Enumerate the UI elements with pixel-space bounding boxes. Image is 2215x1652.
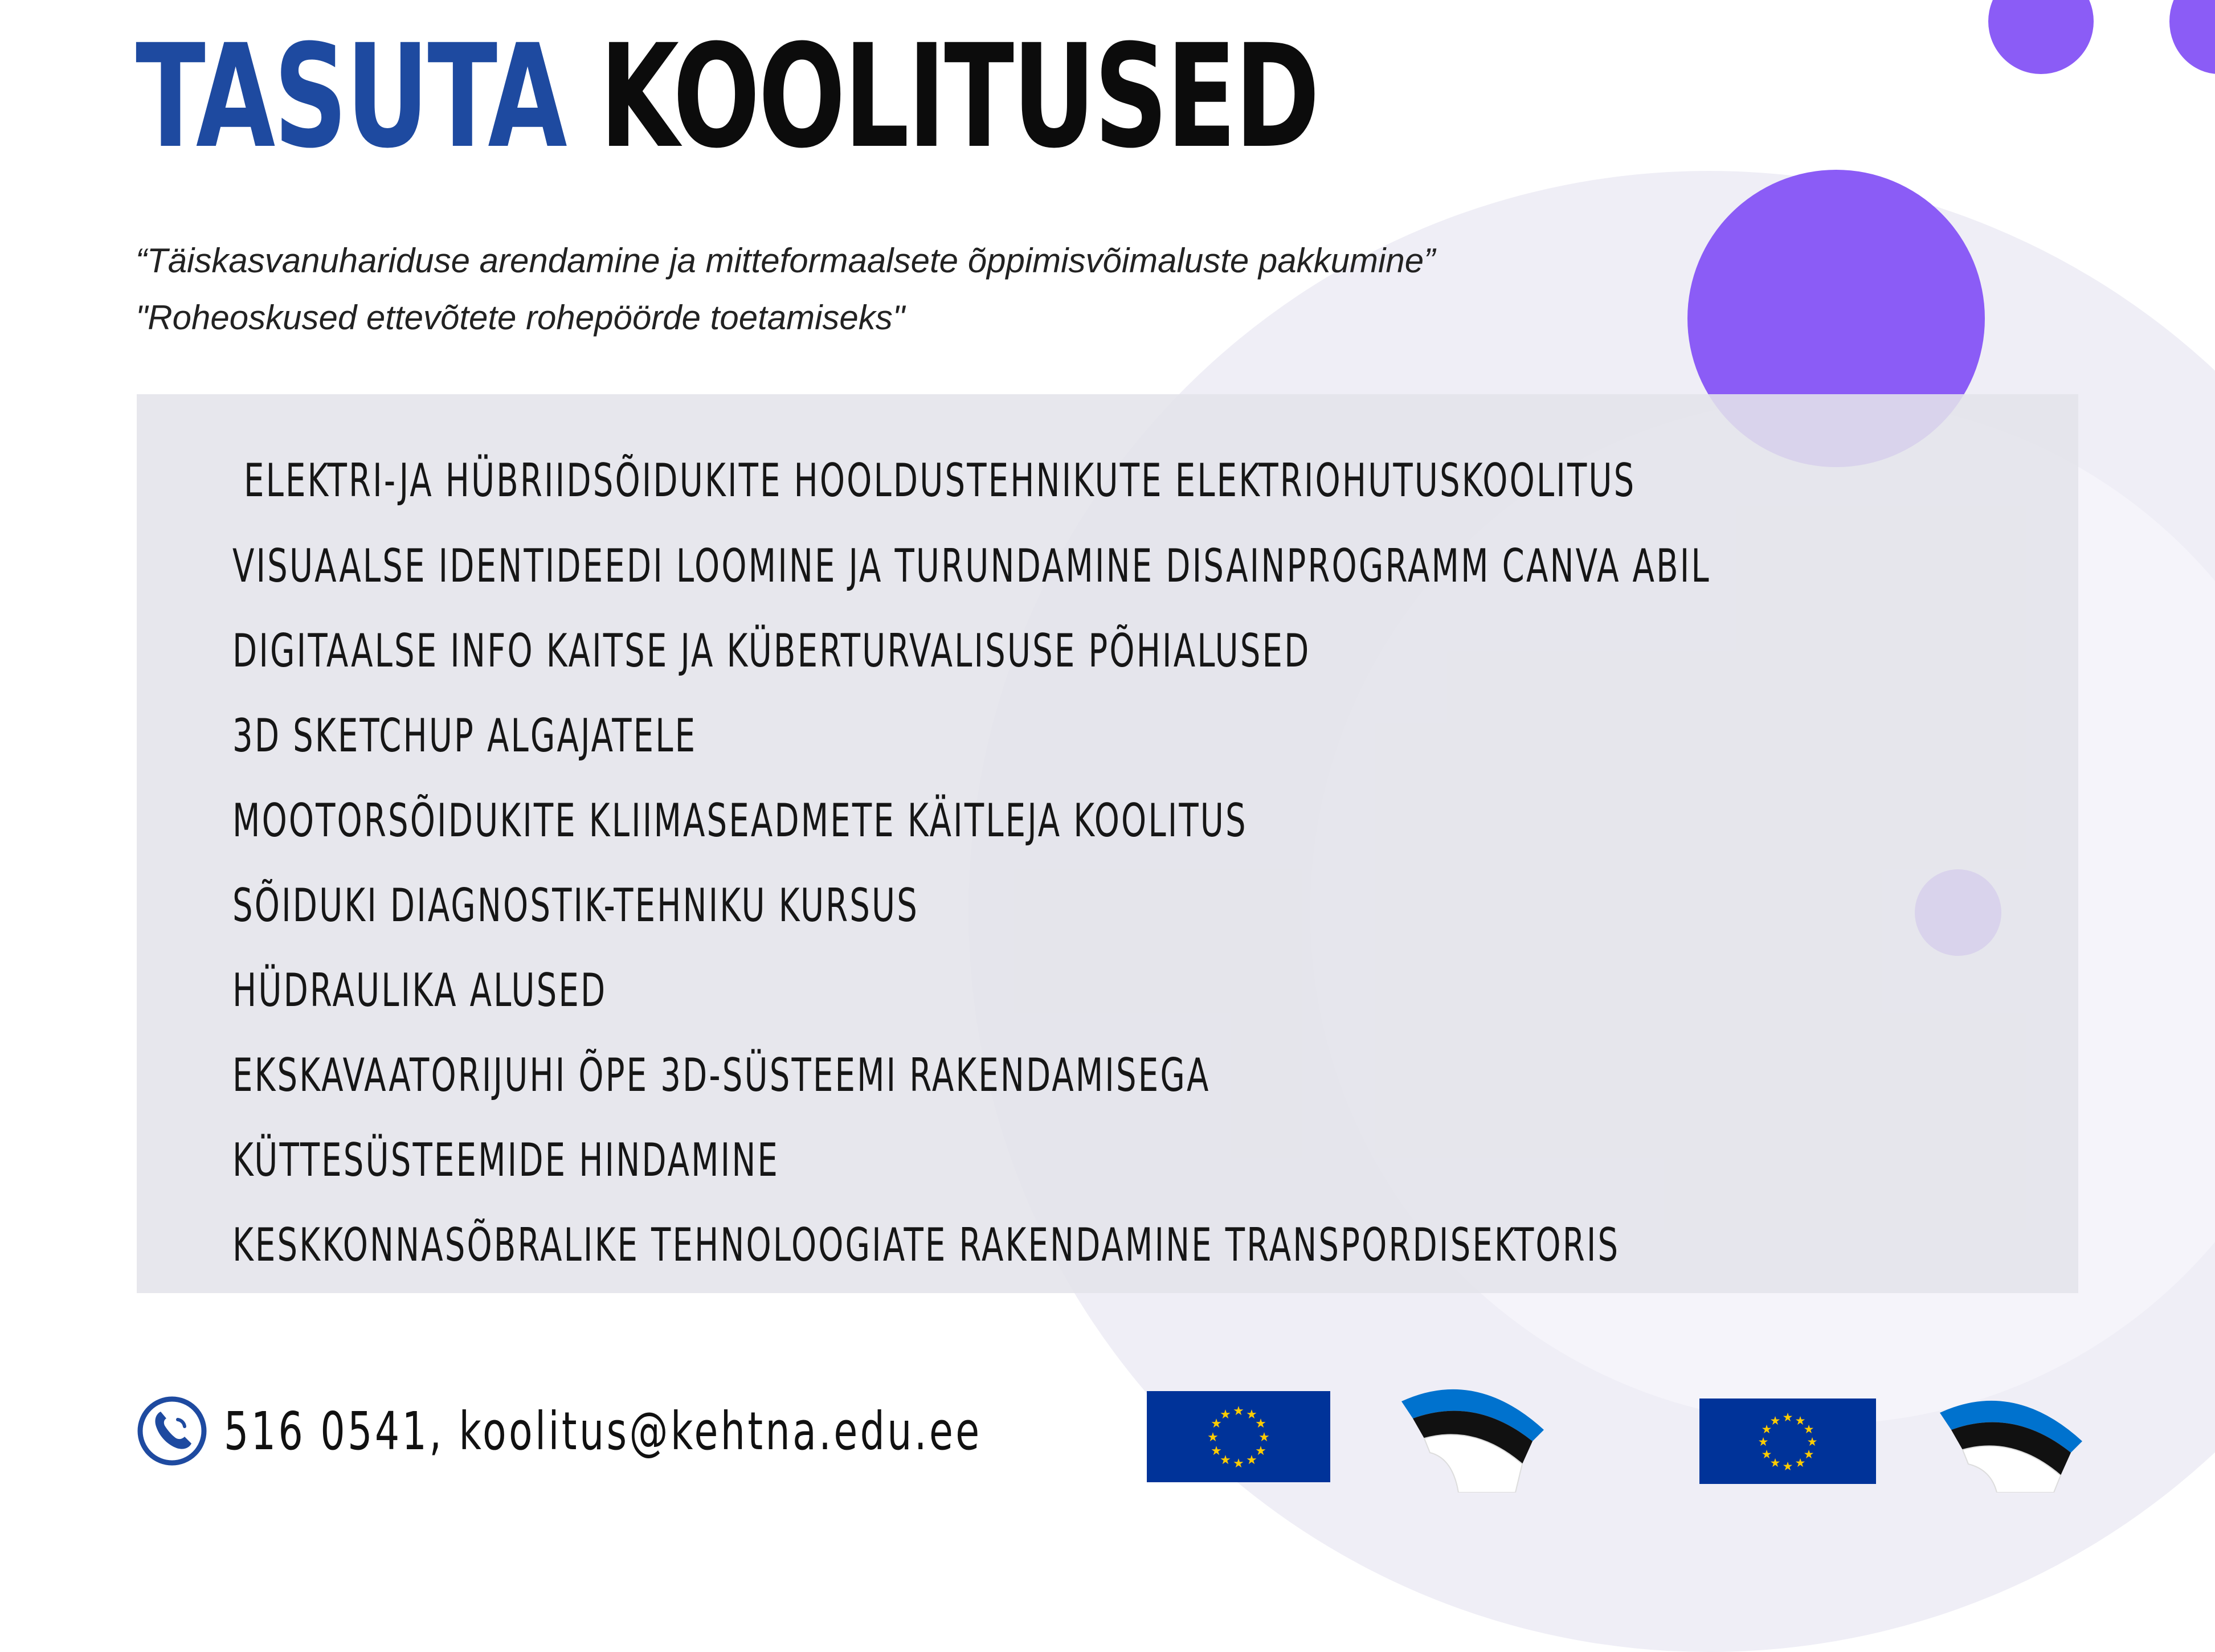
svg-text:★: ★ <box>1761 1422 1772 1436</box>
svg-text:★: ★ <box>1795 1414 1806 1428</box>
svg-text:★: ★ <box>1246 1408 1257 1422</box>
course-label: HÜDRAULIKA ALUSED <box>232 964 607 1017</box>
course-label: VISUAALSE IDENTIDEEDI LOOMINE JA TURUNDAMINE DISAINPROGRAMM CANVA ABIL <box>232 539 1711 592</box>
eu-flag-logo <box>1699 1399 1876 1484</box>
contact-phone-email[interactable]: 516 0541, koolitus@kehtna.edu.ee <box>224 1401 982 1462</box>
course-label: EKSKAVAATORIJUHI ÕPE 3D-SÜSTEEMI RAKENDAMISEGA <box>232 1049 1211 1102</box>
course-list <box>137 394 2078 1293</box>
phone-icon <box>136 1395 209 1467</box>
svg-text:★: ★ <box>1769 1456 1781 1470</box>
estonia-flag-mark <box>1390 1379 1555 1492</box>
decor-dot <box>1988 0 2094 74</box>
page-title <box>136 11 1318 182</box>
svg-text:★: ★ <box>1761 1447 1772 1461</box>
svg-text:★: ★ <box>1220 1453 1231 1467</box>
course-label: SÕIDUKI DIAGNOSTIK-TEHNIKU KURSUS <box>232 879 919 932</box>
svg-text:★: ★ <box>1803 1447 1814 1461</box>
course-panel <box>137 394 2078 1293</box>
course-label: ELEKTRI-JA HÜBRIIDSÕIDUKITE HOOLDUSTEHNIKUTE ELEKTRIOHUTUSKOOLITUS <box>244 454 1636 507</box>
svg-text:★: ★ <box>1782 1410 1793 1424</box>
contact-info <box>136 1389 1104 1469</box>
decor-dot <box>2169 0 2215 74</box>
title-word-free: TASUTA <box>136 14 566 179</box>
svg-text:★: ★ <box>1246 1453 1257 1467</box>
course-label: MOOTORSÕIDUKITE KLIIMASEADMETE KÄITLEJA KOOLITUS <box>232 794 1248 847</box>
svg-text:★: ★ <box>1233 1457 1244 1471</box>
svg-text:★: ★ <box>1258 1430 1270 1445</box>
svg-text:★: ★ <box>1803 1422 1814 1436</box>
subtitle-green-skills: "Roheoskused ettevõtete rohepöörde toetamiseks" <box>136 298 905 337</box>
course-label: 3D SKETCHUP ALGAJATELE <box>232 709 697 762</box>
svg-text:★: ★ <box>1795 1456 1806 1470</box>
svg-text:★: ★ <box>1233 1404 1244 1418</box>
svg-text:★: ★ <box>1807 1435 1818 1449</box>
eu-flag-logo <box>1147 1391 1330 1482</box>
course-label: DIGITAALSE INFO KAITSE JA KÜBERTURVALISUSE PÕHIALUSED <box>232 624 1311 677</box>
subtitle-program: “Täiskasvanuhariduse arendamine ja mitteformaalsete õppimisvõimaluste pakkumine” <box>136 242 1436 280</box>
svg-text:★: ★ <box>1211 1444 1222 1458</box>
svg-text:★: ★ <box>1255 1417 1266 1431</box>
estonia-flag-mark <box>1928 1390 2094 1492</box>
svg-text:★: ★ <box>1207 1430 1219 1445</box>
svg-text:★: ★ <box>1220 1408 1231 1422</box>
svg-text:★: ★ <box>1769 1414 1781 1428</box>
title-word-trainings: KOOLITUSED <box>599 14 1318 179</box>
svg-text:★: ★ <box>1211 1417 1222 1431</box>
svg-text:★: ★ <box>1255 1444 1266 1458</box>
course-label: KESKKONNASÕBRALIKE TEHNOLOOGIATE RAKENDAMINE TRANSPORDISEKTORIS <box>232 1218 1620 1271</box>
svg-text:★: ★ <box>1758 1435 1769 1449</box>
svg-text:★: ★ <box>1782 1459 1793 1473</box>
course-label: KÜTTESÜSTEEMIDE HINDAMINE <box>232 1134 780 1187</box>
